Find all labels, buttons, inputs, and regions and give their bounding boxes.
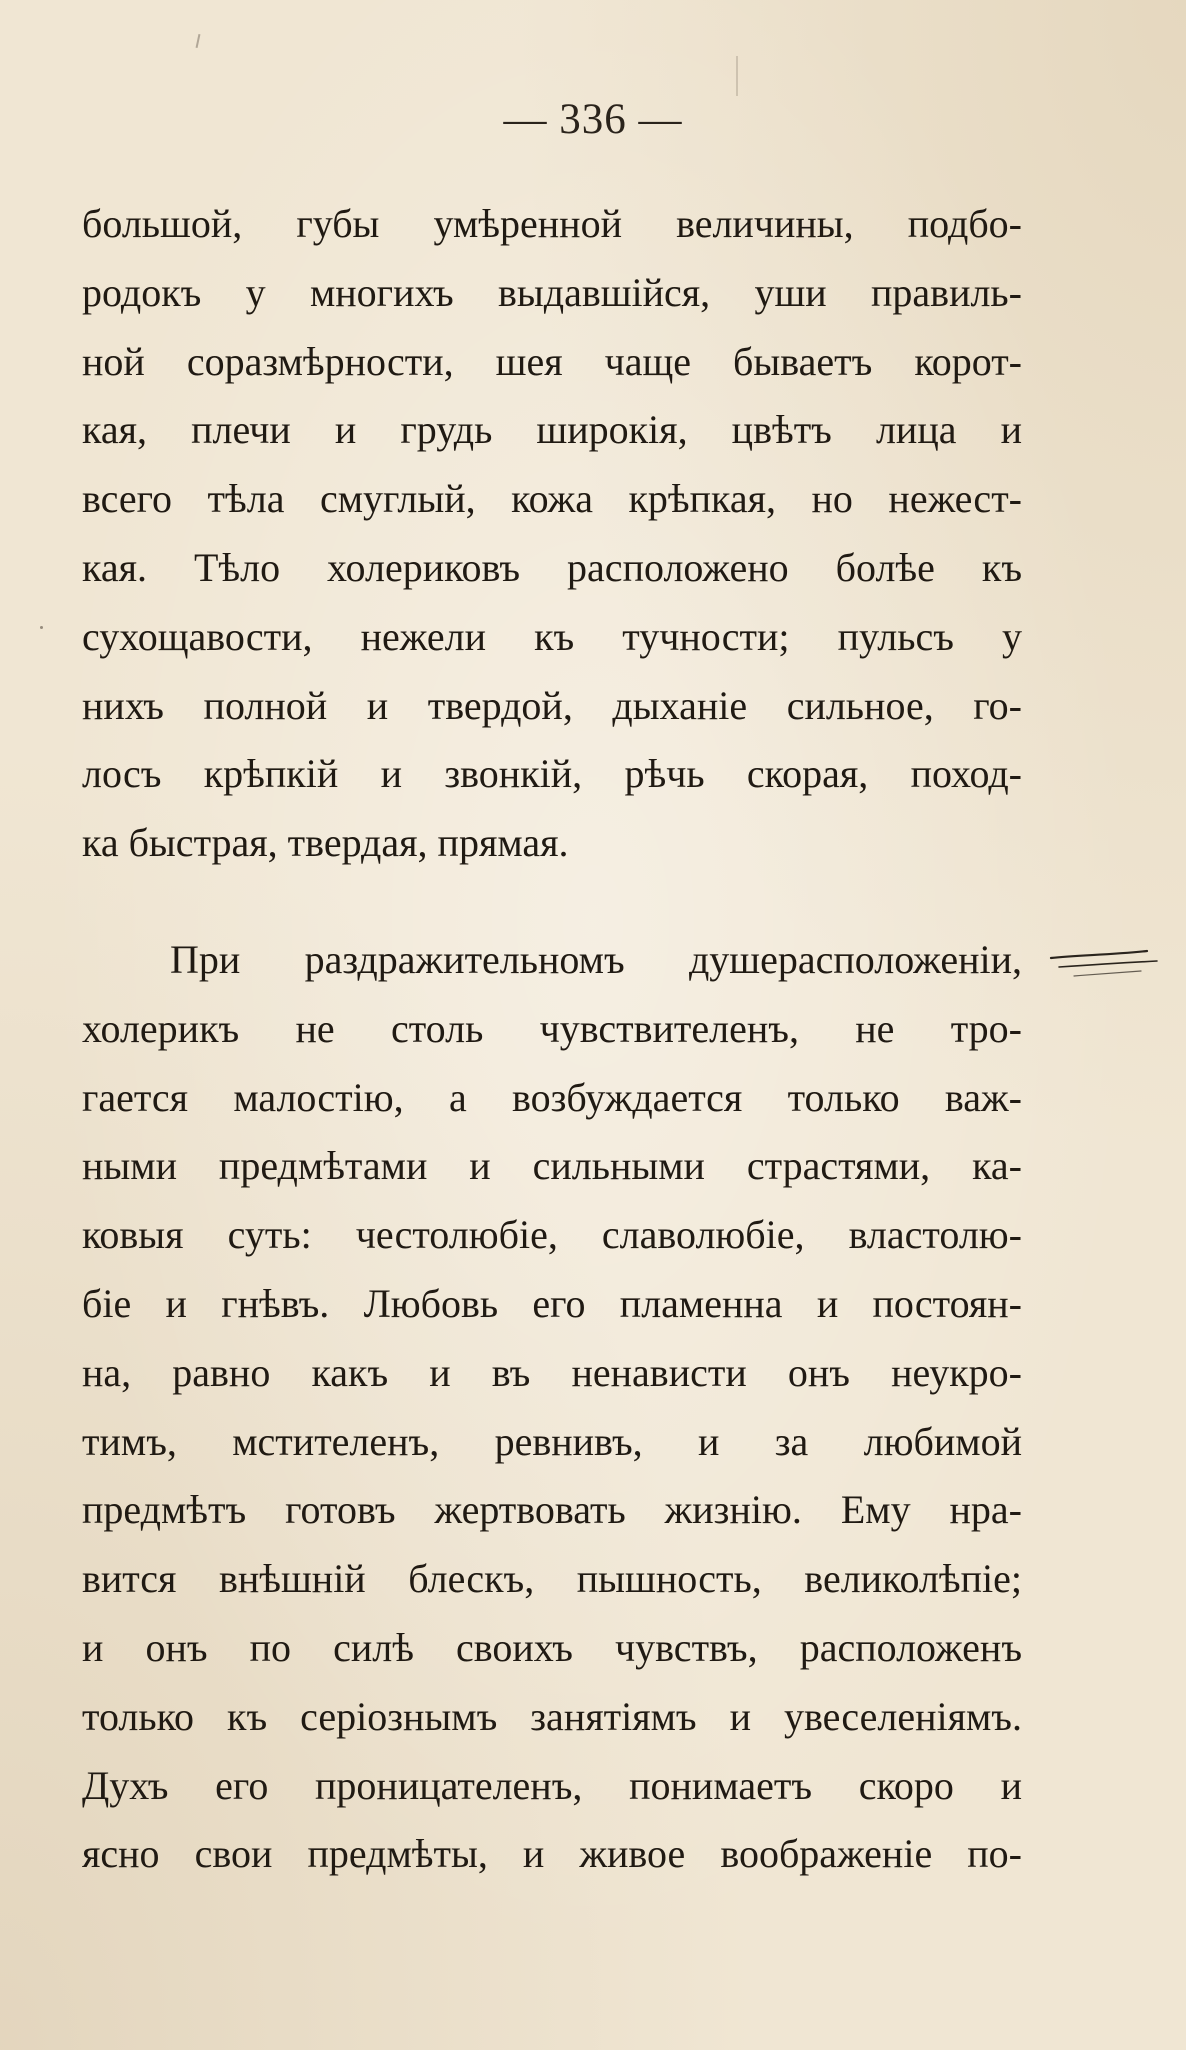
text-line: всего тѣла смуглый, кожа крѣпкая, но нежест- (82, 476, 1022, 522)
paragraph-2 (82, 926, 1022, 1889)
text-line: гается малостію, а возбуждается только важ- (82, 1074, 1022, 1120)
text-line: тимъ, мстителенъ, ревнивъ, и за любимой (82, 1418, 1022, 1464)
text-line: ковыя суть: честолюбіе, славолюбіе, властолю- (82, 1212, 1022, 1258)
ink-speck (40, 626, 43, 629)
text-line: кая. Тѣло холериковъ расположено болѣе къ (82, 544, 1022, 590)
text-line: родокъ у многихъ выдавшійся, уши правиль- (82, 269, 1022, 315)
text-line: Духъ его проницателенъ, понимаетъ скоро и (82, 1762, 1022, 1808)
text-line: ка быстрая, твердая, прямая. (82, 820, 569, 866)
text-line: кая, плечи и грудь широкія, цвѣтъ лица и (82, 407, 1022, 453)
text-line: При раздражительномъ душерасположеніи, (170, 937, 1022, 982)
text-line: на, равно какъ и въ ненависти онъ неукро- (82, 1349, 1022, 1395)
text-line: вится внѣшній блескъ, пышность, великолѣпіе; (82, 1556, 1022, 1602)
text-line: холерикъ не столь чувствителенъ, не тро- (82, 1005, 1022, 1051)
text-line: біе и гнѣвъ. Любовь его пламенна и постоян- (82, 1280, 1022, 1326)
text-line: только къ серіознымъ занятіямъ и увеселеніямъ. (82, 1693, 1022, 1739)
page-number: — 336 — (503, 96, 683, 143)
text-line: и онъ по силѣ своихъ чувствъ, расположенъ (82, 1624, 1022, 1670)
text-line: предмѣтъ готовъ жертвовать жизнію. Ему нра- (82, 1487, 1022, 1533)
text-line: большой, губы умѣренной величины, подбо- (82, 201, 1022, 246)
text-line: ной соразмѣрности, шея чаще бываетъ корот- (82, 338, 1022, 384)
stray-ink-mark (196, 34, 201, 48)
text-line: лосъ крѣпкій и звонкій, рѣчь скорая, поход- (82, 751, 1022, 797)
fold-shadow-mark (736, 56, 738, 96)
text-line: нихъ полной и твердой, дыханіе сильное, го- (82, 682, 1022, 728)
text-line: сухощавости, нежели къ тучности; пульсъ у (82, 613, 1022, 659)
text-line: ными предмѣтами и сильными страстями, ка- (82, 1143, 1022, 1189)
text-line: ясно свои предмѣты, и живое воображеніе по- (82, 1831, 1022, 1877)
paragraph-1 (82, 190, 1022, 878)
margin-pen-stroke (1049, 947, 1164, 979)
